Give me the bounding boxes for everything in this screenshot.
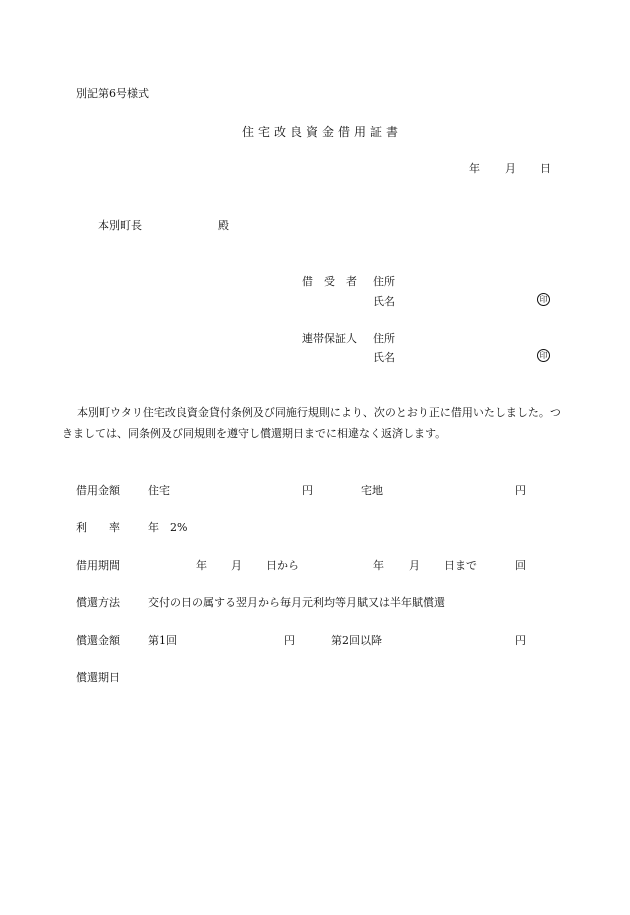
form-number-label: 別記第6号様式 <box>76 87 149 100</box>
method-value: 交付の日の属する翌月から毎月元利均等月賦又は半年賦償還 <box>148 596 445 609</box>
period-month-from: 月 <box>231 559 242 572</box>
period-month-to: 月 <box>409 559 420 572</box>
interest-value: 年 2% <box>148 521 188 534</box>
addressee-name: 本別町長 <box>98 219 142 232</box>
loan-house-label: 住宅 <box>148 484 170 497</box>
repay-date-label: 償還期日 <box>76 671 120 684</box>
guarantor-address-label: 住所 <box>373 332 395 345</box>
addressee-honorific: 殿 <box>218 219 229 232</box>
borrower-address-label: 住所 <box>373 275 395 288</box>
borrower-name-label: 氏名 <box>373 295 395 308</box>
document-title: 住宅改良資金借用証書 <box>242 125 403 139</box>
method-label: 償還方法 <box>76 596 120 609</box>
interest-label: 利 率 <box>76 521 120 534</box>
period-day-from: 日から <box>266 559 299 572</box>
repay-first-label: 第1回 <box>148 634 177 647</box>
period-year-to: 年 <box>373 559 384 572</box>
repay-amount-label: 償還金額 <box>76 634 120 647</box>
period-day-to: 日まで <box>444 559 477 572</box>
period-year-from: 年 <box>196 559 207 572</box>
date-year: 年 <box>469 162 480 175</box>
borrower-seal-icon: 印 <box>537 293 550 306</box>
repay-first-yen: 円 <box>284 634 295 647</box>
date-month: 月 <box>505 162 516 175</box>
period-times: 回 <box>515 559 526 572</box>
guarantor-seal-icon: 印 <box>537 349 550 362</box>
repay-after-yen: 円 <box>515 634 526 647</box>
loan-house-yen: 円 <box>302 484 313 497</box>
loan-amount-label: 借用金額 <box>76 484 120 497</box>
borrower-role: 借 受 者 <box>302 275 357 288</box>
guarantor-role: 連帯保証人 <box>302 332 357 345</box>
loan-land-label: 宅地 <box>361 484 383 497</box>
body-paragraph: 本別町ウタリ住宅改良資金貸付条例及び同施行規則により、次のとおり正に借用いたしました。つきましては、同条例及び同規則を遵守し償還期日までに相違なく返済します。 <box>62 406 561 440</box>
repay-after-label: 第2回以降 <box>331 634 382 647</box>
guarantor-name-label: 氏名 <box>373 351 395 364</box>
date-day: 日 <box>540 162 551 175</box>
period-label: 借用期間 <box>76 559 120 572</box>
loan-land-yen: 円 <box>515 484 526 497</box>
